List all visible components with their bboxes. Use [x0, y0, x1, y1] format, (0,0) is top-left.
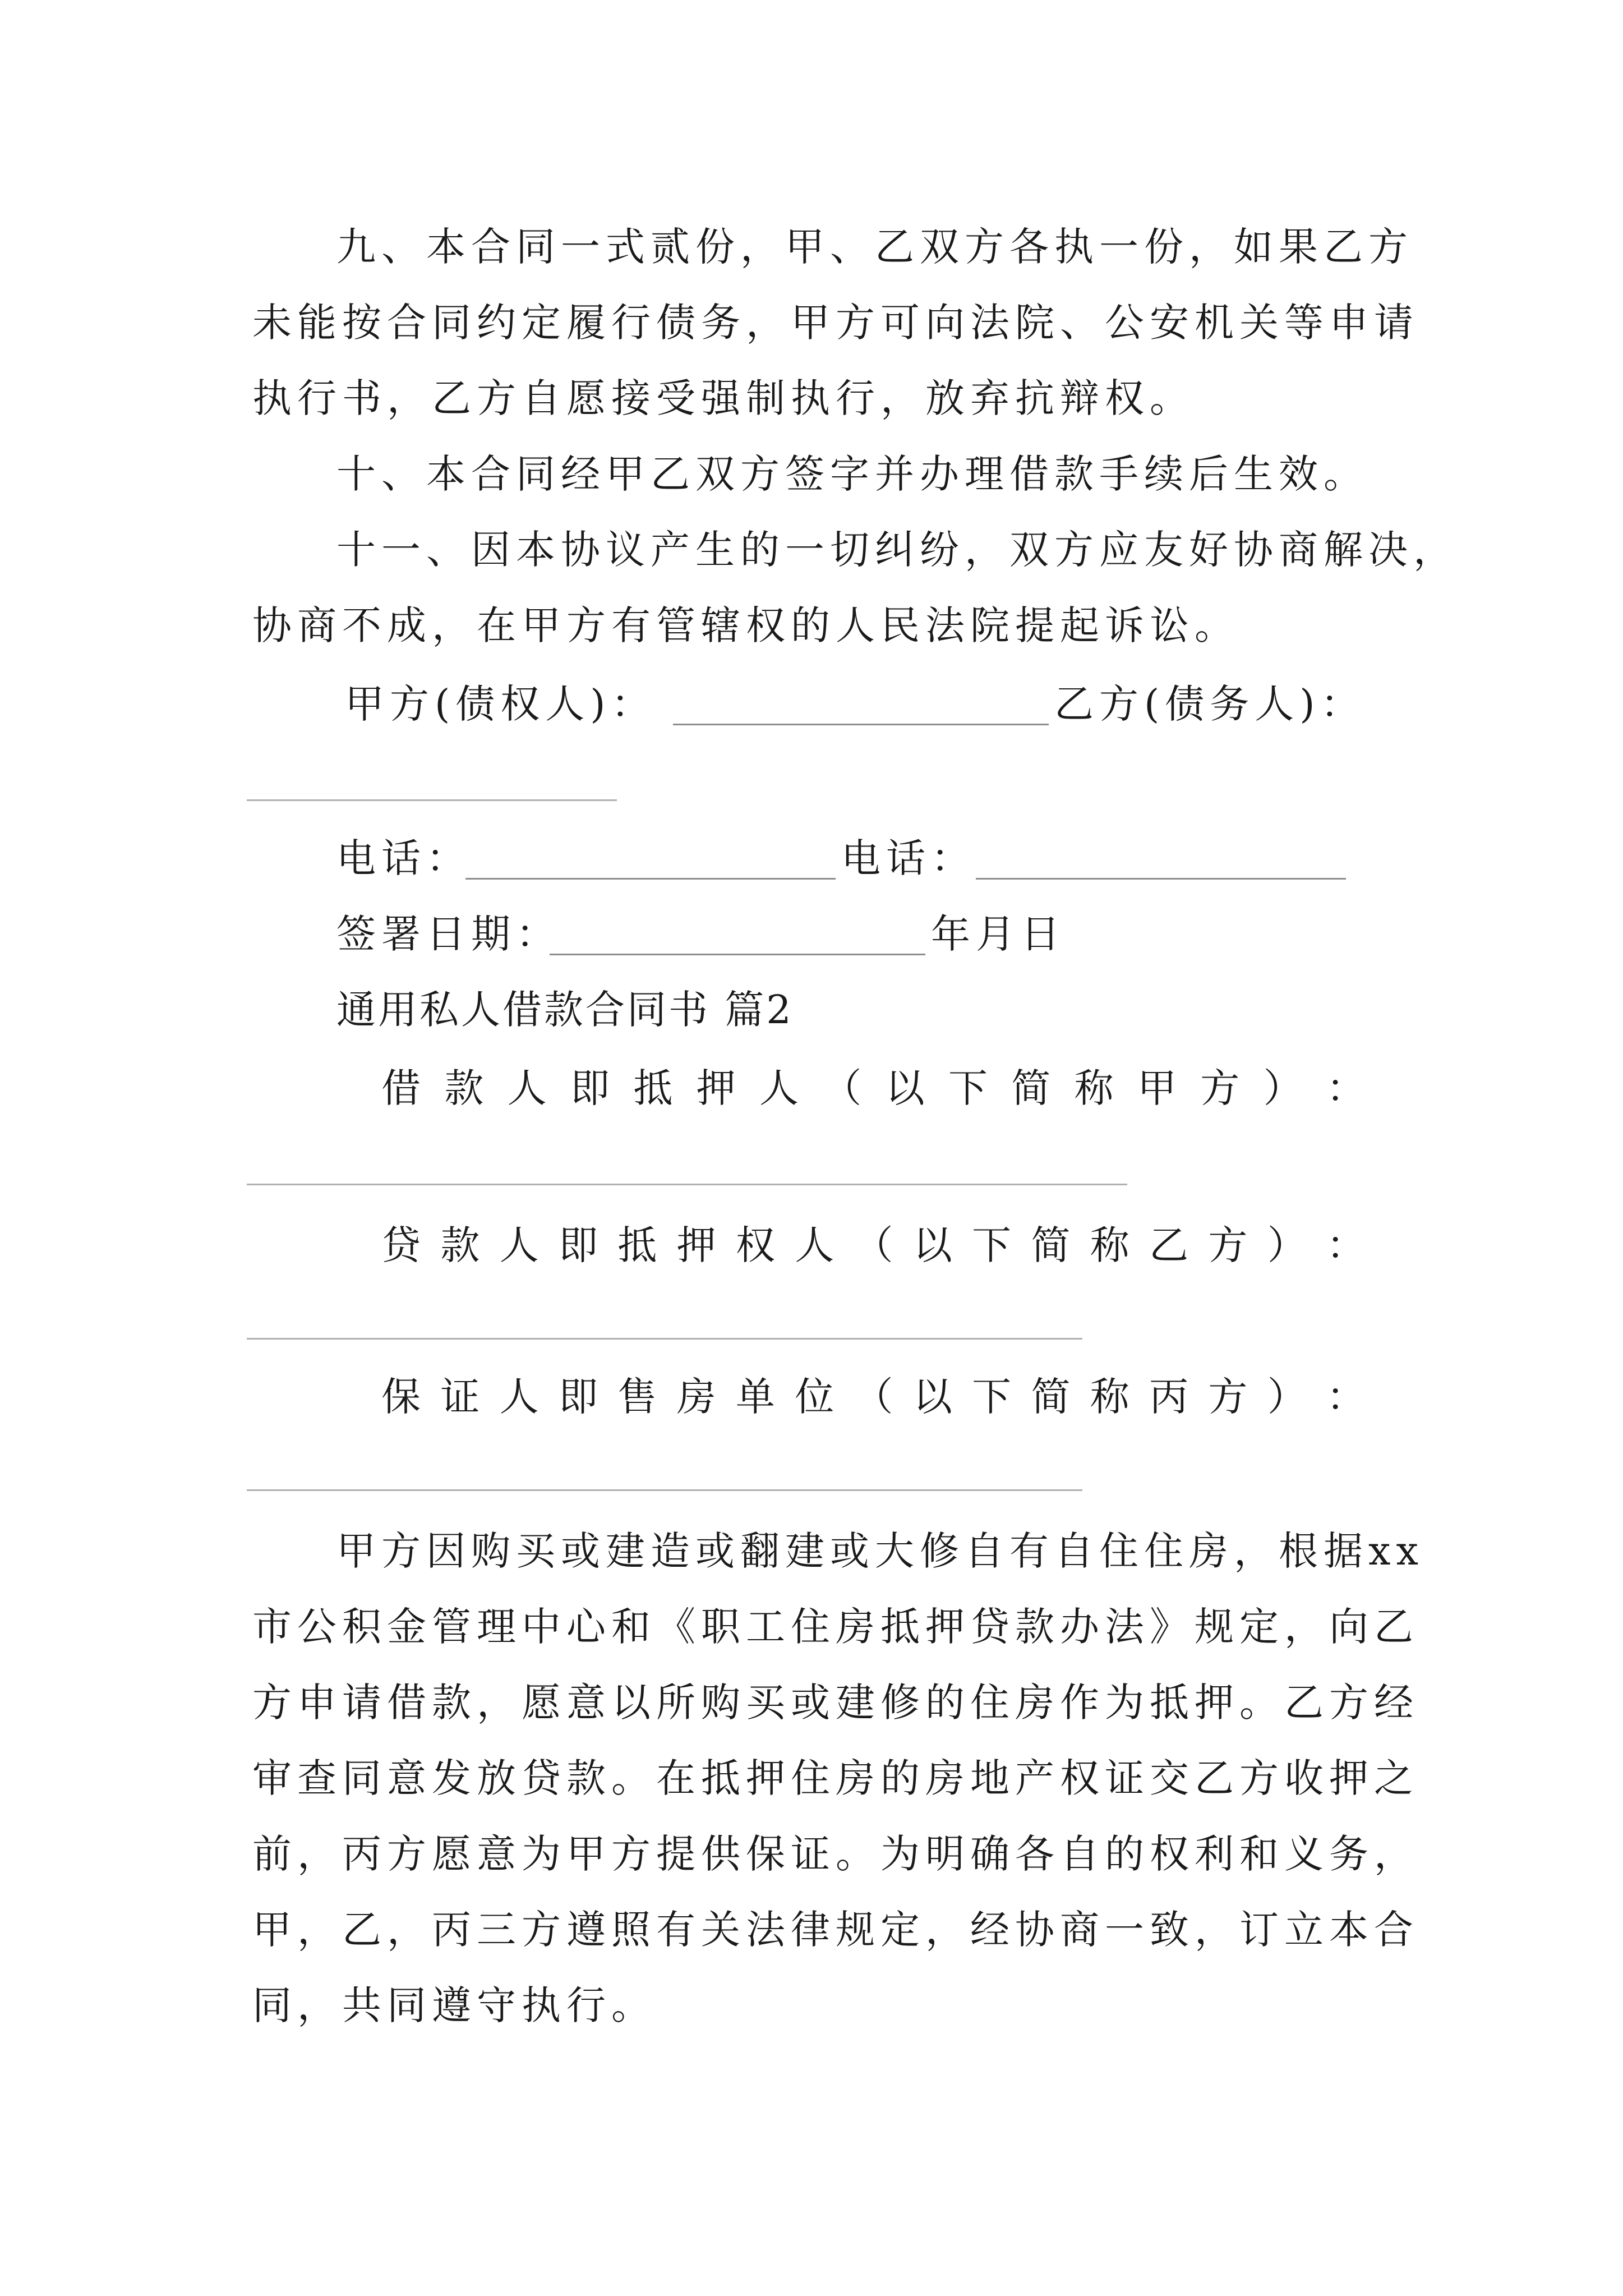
guarantor-char: 单	[735, 1374, 775, 1420]
party-b-label: 乙方(债务人)：	[1054, 681, 1366, 727]
guarantor-char: 丙	[1149, 1374, 1189, 1420]
body-line-4: 审查同意发放贷款。在抵押住房的房地产权证交乙方收押之	[252, 1755, 1419, 1801]
guarantor-char: 称	[1090, 1374, 1129, 1420]
borrower-char: 称	[1074, 1065, 1114, 1111]
lender-char: 贷	[381, 1222, 421, 1268]
guarantor-char: 以	[912, 1374, 952, 1420]
lender-char: 款	[440, 1222, 480, 1268]
guarantor-char: （	[854, 1374, 893, 1420]
party-a-label: 甲方(债权人)：	[345, 681, 656, 727]
borrower-char: 方	[1200, 1065, 1240, 1111]
sign-date-label: 签署日期：	[336, 911, 561, 957]
lender-char: 权	[735, 1222, 775, 1268]
body-line-6: 甲，乙，丙三方遵照有关法律规定，经协商一致，订立本合	[252, 1907, 1419, 1953]
lender-char: 下	[972, 1222, 1012, 1268]
borrower-char: 以	[885, 1065, 925, 1111]
borrower-char: 人	[759, 1065, 799, 1111]
guarantor-char: 即	[558, 1374, 598, 1420]
borrower-char: 借	[381, 1065, 421, 1111]
borrower-char: 押	[696, 1065, 736, 1111]
phone-a-line	[465, 878, 836, 880]
body-line-2: 市公积金管理中心和《职工住房抵押贷款办法》规定，向乙	[252, 1604, 1419, 1650]
lender-char: 乙	[1149, 1222, 1189, 1268]
borrower-char: 下	[948, 1065, 988, 1111]
clause-11-line-1: 十一、因本协议产生的一切纠纷，双方应友好协商解决，	[336, 527, 1458, 573]
lender-fill-line	[247, 1338, 1082, 1340]
borrower-char: 甲	[1137, 1065, 1177, 1111]
body-line-5: 前，丙方愿意为甲方提供保证。为明确各自的权利和义务，	[252, 1831, 1419, 1877]
sign-date-line	[550, 954, 925, 955]
borrower-char: 即	[570, 1065, 610, 1111]
date-suffix: 年月日	[931, 911, 1066, 957]
lender-char: 以	[912, 1222, 952, 1268]
clause-10: 十、本合同经甲乙双方签字并办理借款手续后生效。	[336, 451, 1368, 497]
lender-char: 押	[676, 1222, 716, 1268]
body-line-7: 同，共同遵守执行。	[252, 1982, 656, 2028]
clause-9-line-1: 九、本合同一式贰份，甲、乙双方各执一份，如果乙方	[336, 224, 1413, 270]
guarantor-char: 售	[617, 1374, 657, 1420]
borrower-char: 款	[444, 1065, 484, 1111]
clause-11-line-2: 协商不成，在甲方有管辖权的人民法院提起诉讼。	[252, 602, 1239, 648]
lender-char: 方	[1208, 1222, 1248, 1268]
guarantor-fill-line	[247, 1489, 1082, 1491]
borrower-fill-line	[247, 1184, 1127, 1185]
borrower-char: 人	[507, 1065, 547, 1111]
guarantor-char: 下	[972, 1374, 1012, 1420]
party-b-signature-line	[247, 799, 617, 801]
body-line-1: 甲方因购买或建造或翻建或大修自有自住住房，根据xx	[336, 1528, 1424, 1574]
guarantor-char: 简	[1031, 1374, 1071, 1420]
clause-9-line-3: 执行书，乙方自愿接受强制执行，放弃抗辩权。	[252, 375, 1195, 421]
phone-label-b: 电话：	[841, 835, 976, 881]
borrower-label	[381, 1065, 1366, 1111]
guarantor-char: 方	[1208, 1374, 1248, 1420]
lender-char: 抵	[617, 1222, 657, 1268]
guarantor-char: 保	[381, 1374, 421, 1420]
guarantor-char: 房	[676, 1374, 716, 1420]
body-line-3: 方申请借款，愿意以所购买或建修的住房作为抵押。乙方经	[252, 1680, 1419, 1726]
lender-char: （	[854, 1222, 893, 1268]
guarantor-char: ：	[1326, 1374, 1366, 1420]
lender-char: 人	[795, 1222, 834, 1268]
guarantor-char: 证	[440, 1374, 480, 1420]
phone-label-a: 电话：	[336, 835, 471, 881]
section-2-heading: 通用私人借款合同书 篇2	[336, 987, 794, 1033]
borrower-char: ：	[1326, 1065, 1366, 1111]
clause-9-line-2: 未能按合同约定履行债务，甲方可向法院、公安机关等申请	[252, 300, 1419, 346]
party-a-signature-line	[673, 724, 1049, 725]
lender-char: 人	[499, 1222, 539, 1268]
lender-char: 即	[558, 1222, 598, 1268]
lender-char: 简	[1031, 1222, 1071, 1268]
lender-label	[381, 1222, 1366, 1268]
guarantor-char: ）	[1267, 1374, 1307, 1420]
borrower-char: 抵	[633, 1065, 673, 1111]
guarantor-char: 位	[795, 1374, 834, 1420]
guarantor-char: 人	[499, 1374, 539, 1420]
borrower-char: ）	[1263, 1065, 1303, 1111]
borrower-char: 简	[1011, 1065, 1051, 1111]
guarantor-label	[381, 1374, 1366, 1420]
lender-char: 称	[1090, 1222, 1129, 1268]
phone-b-line	[976, 878, 1346, 880]
lender-char: ）	[1267, 1222, 1307, 1268]
lender-char: ：	[1326, 1222, 1366, 1268]
borrower-char: （	[822, 1065, 862, 1111]
